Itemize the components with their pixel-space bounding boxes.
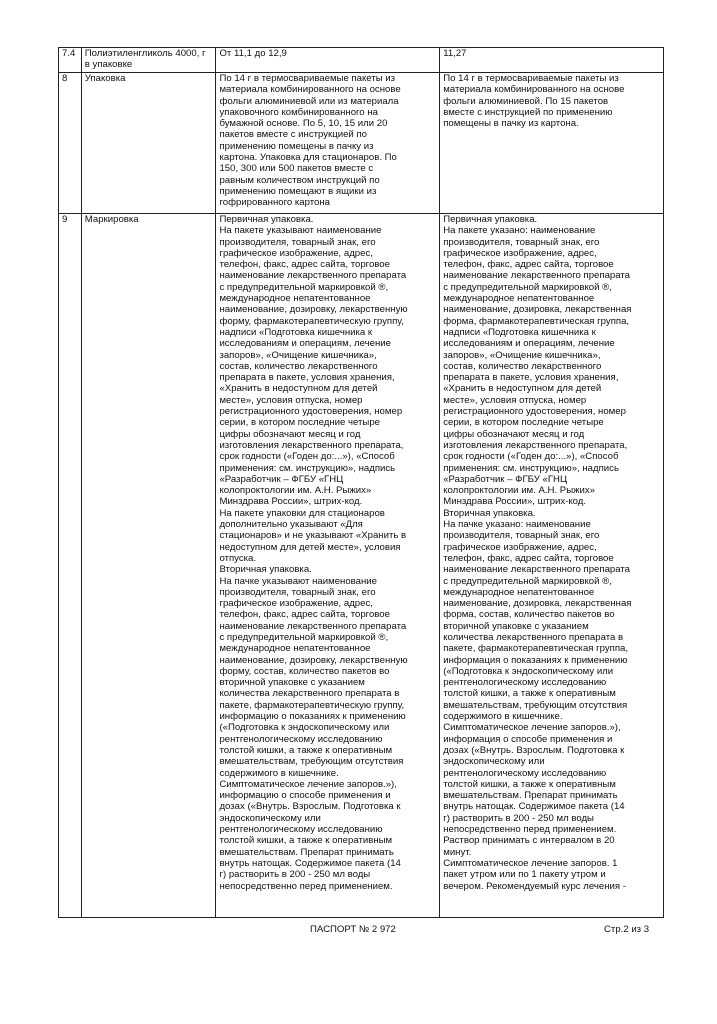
requirement-cell: Первичная упаковка. На пакете указывают наименование производителя, товарный знак, его графическое изображение, адрес, телефон, факс, адрес сайта, торговое наименование лекарственного препарата с предупредительной маркировкой ®, международное непатентованное наименование, дозировку, лекарственную форму, фармакотерапевтическую группу, надписи «Подготовка кишечника к исследованиям и операциям, лечение запоров», «Очищение кишечника», состав, количество лекарственного препарата в пакете, условия хранения, «Хранить в недоступном для детей месте», условия отпуска, номер регистрационного удостоверения, номер серии, в котором последние четыре цифры обозначают месяц и год изготовления лекарственного препарата, срок годности («Годен до:...»), «Способ применения: см. инструкцию», надпись «Разработчик – ФГБУ «ГНЦ колопроктологии им. А.Н. Рыжих» Минздрава России», штрих-код. На пакете упаковки для стационаров дополнительно указывают «Для стационаров» и не указывают «Хранить в недоступном для детей месте», условия отпуска. Вторичная упаковка. На пачке указывают наименование производителя, товарный знак, его графическое изображение, адрес, телефон, факс, адрес сайта, торговое наименование лекарственного препарата с предупредительной маркировкой ®, международное непатентованное наименование, дозировку, лекарственную форму, состав, количество пакетов во вторичной упаковке с указанием количества лекарственного препарата в пакете, фармакотерапевтическую группу, информацию о показаниях к применению («Подготовка к эндоскопическому или рентгенологическому исследованию толстой кишки, а также к оперативным вмешательствам, требующим отсутствия содержимого в кишечнике. Симптоматическое лечение запоров.»), информацию о способе применения и дозах («Внутрь. Взрослым. Подготовка к эндоскопическому или рентгенологическому исследованию толстой кишки, а также к оперативным вмешательствам. Препарат принимать внутрь натощак. Содержимое пакета (14 г) растворить в 200 - 250 мл воды непосредственно перед применением. <box>216 214 440 918</box>
requirement-cell: По 14 г в термосвариваемые пакеты из материала комбинированного на основе фольги алюминиевой или из материала упаковочного комбинированного на бумажной основе. По 5, 10, 15 или 20 пакетов вместе с инструкцией по применению помещены в пачку из картона. Упаковка для стационаров. По 150, 300 или 500 пакетов вместе с равным количеством инструкций по применению помещают в ящики из гофрированного картона <box>216 73 440 214</box>
table-row <box>59 48 664 73</box>
result-cell: 11,27 <box>440 48 664 73</box>
row-number: 8 <box>59 73 82 214</box>
row-number: 9 <box>59 214 82 918</box>
indicator-name: Маркировка <box>81 214 216 918</box>
result-cell: По 14 г в термосвариваемые пакеты из материала комбинированного на основе фольги алюминиевой. По 15 пакетов вместе с инструкцией по применению помещены в пачку из картона. <box>440 73 664 214</box>
result-cell: Первичная упаковка. На пакете указано: наименование производителя, товарный знак, его графическое изображение, адрес, телефон, факс, адрес сайта, торговое наименование лекарственного препарата с предупредительной маркировкой ®, международное непатентованное наименование, дозировка, лекарственная форма, фармакотерапевтическая группа, надписи «Подготовка кишечника к исследованиям и операциям, лечение запоров», «Очищение кишечника», состав, количество лекарственного препарата в пакете, условия хранения, «Хранить в недоступном для детей месте», условия отпуска, номер регистрационного удостоверения, номер серии, в котором последние четыре цифры обозначают месяц и год изготовления лекарственного препарата, срок годности («Годен до:...»), «Способ применения: см. инструкцию», надпись «Разработчик – ФГБУ «ГНЦ колопроктологии им. А.Н. Рыжих» Минздрава России», штрих-код. Вторичная упаковка. На пачке указано: наименование производителя, товарный знак, его графическое изображение, адрес, телефон, факс, адрес сайта, торговое наименование лекарственного препарата с предупредительной маркировкой ®, международное непатентованное наименование, дозировка, лекарственная форма, состав, количество пакетов во вторичной упаковке с указанием количества лекарственного препарата в пакете, фармакотерапевтическая группа, информация о показаниях к применению («Подготовка к эндоскопическому или рентгенологическому исследованию толстой кишки, а также к оперативным вмешательствам, требующим отсутствия содержимого в кишечнике. Симптоматическое лечение запоров.»), информация о способе применения и дозах («Внутрь. Взрослым. Подготовка к эндоскопическому или рентгенологическому исследованию толстой кишки, а также к оперативным вмешательствам. Препарат принимать внутрь натощак. Содержимое пакета (14 г) растворить в 200 - 250 мл воды непосредственно перед применением. Раствор принимать с интервалом в 20 минут. Симптоматическое лечение запоров. 1 пакет утром или по 1 пакету утром и вечером. Рекомендуемый курс лечения - <box>440 214 664 918</box>
row-number: 7.4 <box>59 48 82 73</box>
indicator-name: Полиэтиленгликоль 4000, г в упаковке <box>81 48 216 73</box>
passport-number: ПАСПОРТ № 2 972 <box>310 924 396 935</box>
table-row <box>59 214 664 918</box>
table-row <box>59 73 664 214</box>
specification-table <box>58 47 664 918</box>
page-number: Стр.2 из 3 <box>604 924 650 935</box>
indicator-name: Упаковка <box>81 73 216 214</box>
requirement-cell: От 11,1 до 12,9 <box>216 48 440 73</box>
